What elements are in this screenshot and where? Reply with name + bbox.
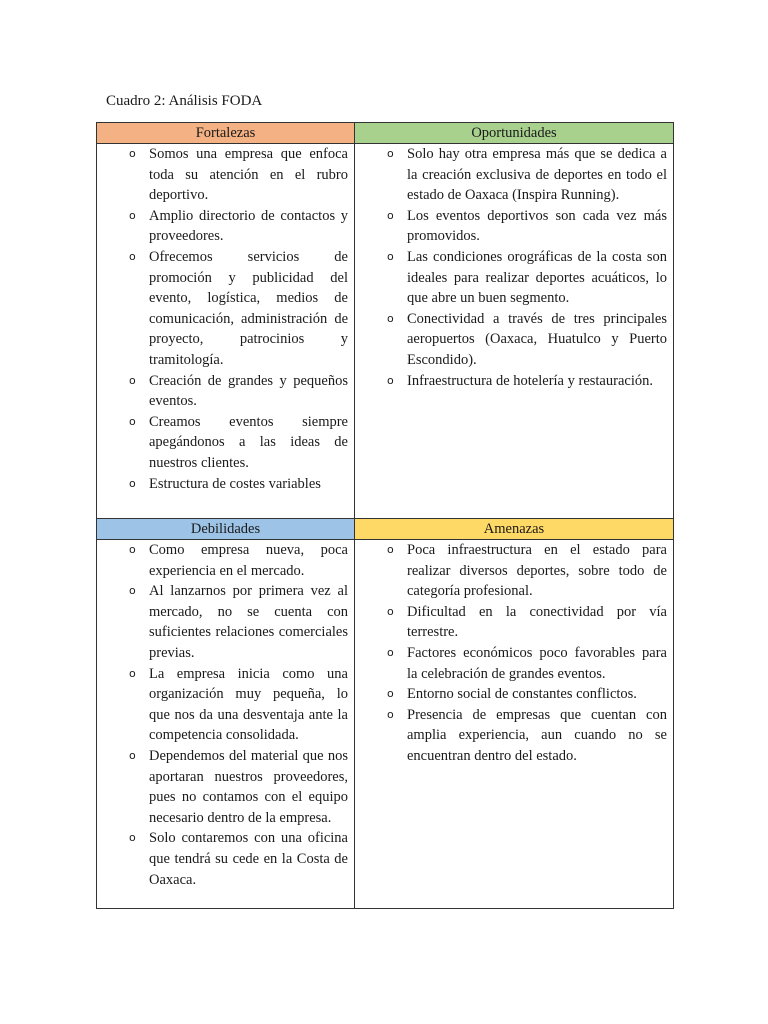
foda-table <box>96 122 674 909</box>
debilidades-header: Debilidades <box>97 519 355 540</box>
list-item <box>355 371 673 392</box>
bullet-icon: o <box>387 707 394 721</box>
list-item-text: Solo hay otra empresa más que se dedica a la creación exclusiva de deportes en todo el estado de Oaxaca (Inspira Running). <box>407 146 667 204</box>
list-item-text: Creación de grandes y pequeños eventos. <box>149 372 348 410</box>
list-item-text: La empresa inicia como una organización muy pequeña, lo que nos da una desventaja ante la competencia consolidada. <box>149 665 348 744</box>
bullet-icon: o <box>129 414 136 428</box>
list-item <box>97 144 354 206</box>
amenazas-list <box>355 540 673 767</box>
list-item <box>97 412 354 474</box>
list-item-text: Como empresa nueva, poca experiencia en el mercado. <box>149 542 348 579</box>
list-item <box>97 581 354 663</box>
list-item <box>97 664 354 746</box>
list-item <box>355 643 673 684</box>
list-item <box>355 602 673 643</box>
list-item <box>97 746 354 828</box>
list-item-text: Presencia de empresas que cuentan con amplia experiencia, aun cuando no se encuentran dentro del estado. <box>407 706 667 764</box>
list-item <box>97 206 354 247</box>
oportunidades-cell <box>355 144 674 519</box>
list-item-text: Al lanzarnos por primera vez al mercado, no se cuenta con suficientes relaciones comerciales previas. <box>149 583 348 661</box>
bullet-icon: o <box>387 208 394 222</box>
list-item <box>97 828 354 890</box>
oportunidades-header: Oportunidades <box>355 123 674 144</box>
list-item-text: Infraestructura de hotelería y restauración. <box>407 372 653 389</box>
list-item-text: Amplio directorio de contactos y proveedores. <box>149 207 348 245</box>
debilidades-cell <box>97 540 355 909</box>
oportunidades-list <box>355 144 673 391</box>
list-item-text: Somos una empresa que enfoca toda su atención en el rubro deportivo. <box>149 146 348 204</box>
amenazas-header: Amenazas <box>355 519 674 540</box>
page-title: Cuadro 2: Análisis FODA <box>106 93 263 109</box>
list-item-text: Dificultad en la conectividad por vía terrestre. <box>407 603 667 641</box>
list-item <box>355 247 673 309</box>
bullet-icon: o <box>129 666 136 680</box>
foda-header-row-top <box>97 123 674 144</box>
list-item <box>97 371 354 412</box>
bullet-icon: o <box>387 249 394 263</box>
list-item-text: Conectividad a través de tres principales aeropuertos (Oaxaca, Huatulco y Puerto Escondido). <box>407 310 667 368</box>
bullet-icon: o <box>387 373 394 387</box>
bullet-icon: o <box>129 208 136 222</box>
bullet-icon: o <box>387 147 394 160</box>
list-item-text: Estructura de costes variables <box>149 475 321 492</box>
bullet-icon: o <box>129 543 136 556</box>
bullet-icon: o <box>129 584 136 598</box>
bullet-icon: o <box>129 373 136 387</box>
list-item <box>355 705 673 767</box>
list-item <box>355 540 673 602</box>
bullet-icon: o <box>387 645 394 659</box>
list-item-text: Entorno social de constantes conflictos. <box>407 686 637 703</box>
fortalezas-header: Fortalezas <box>97 123 355 144</box>
bullet-icon: o <box>387 604 394 618</box>
bullet-icon: o <box>387 687 394 701</box>
list-item-text: Solo contaremos con una oficina que tendrá su cede en la Costa de Oaxaca. <box>149 830 348 888</box>
list-item <box>355 206 673 247</box>
fortalezas-cell <box>97 144 355 519</box>
bullet-icon: o <box>129 476 136 490</box>
bullet-icon: o <box>129 748 136 762</box>
list-item <box>355 684 673 705</box>
list-item-text: Ofrecemos servicios de promoción y publicidad del evento, logística, medios de comunicación, administración de proyecto, patrocinios y tramitología. <box>149 248 348 368</box>
list-item-text: Las condiciones orográficas de la costa son ideales para realizar deportes acuáticos, lo que abre un buen segmento. <box>407 248 667 307</box>
bullet-icon: o <box>387 311 394 325</box>
debilidades-list <box>97 540 354 890</box>
bullet-icon: o <box>129 249 136 263</box>
list-item-text: Dependemos del material que nos aportaran nuestros proveedores, pues no contamos con el equipo necesario dentro de la empresa. <box>149 747 348 826</box>
bullet-icon: o <box>387 543 394 556</box>
foda-content-row-top <box>97 144 674 519</box>
amenazas-cell <box>355 540 674 909</box>
list-item <box>97 474 354 495</box>
bullet-icon: o <box>129 147 136 160</box>
list-item-text: Creamos eventos siempre apegándonos a las ideas de nuestros clientes. <box>149 413 348 471</box>
list-item-text: Factores económicos poco favorables para la celebración de grandes eventos. <box>407 644 667 682</box>
fortalezas-list <box>97 144 354 494</box>
foda-content-row-bottom <box>97 540 674 909</box>
list-item <box>97 247 354 371</box>
list-item <box>355 144 673 206</box>
bullet-icon: o <box>129 831 136 845</box>
foda-header-row-bottom <box>97 519 674 540</box>
list-item-text: Poca infraestructura en el estado para realizar diversos deportes, sobre todo de categoría profesional. <box>407 542 667 600</box>
list-item-text: Los eventos deportivos son cada vez más promovidos. <box>407 207 667 245</box>
list-item <box>355 309 673 371</box>
list-item <box>97 540 354 581</box>
